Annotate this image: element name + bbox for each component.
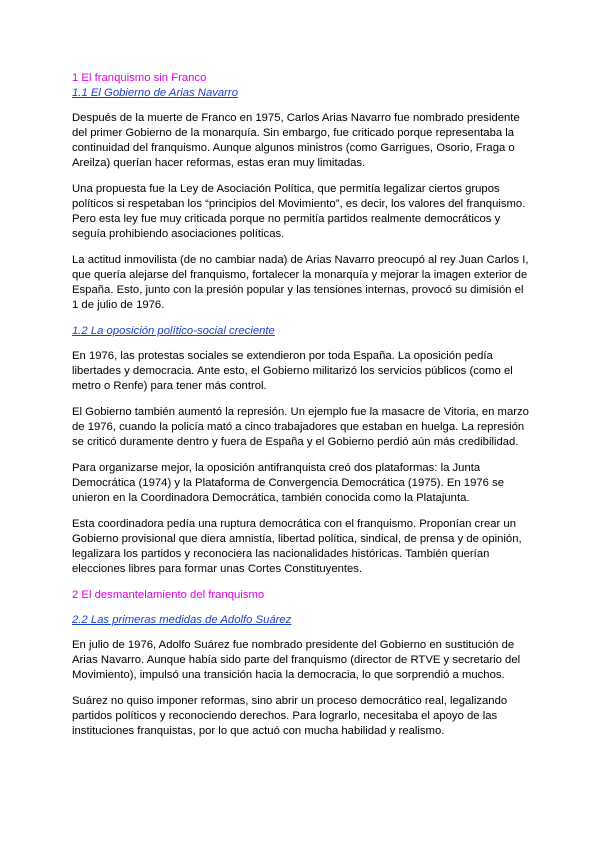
paragraph: La actitud inmovilista (de no cambiar nada) de Arias Navarro preocupó al rey Juan Carlos I, que quería alejarse del franquismo, fortalecer la monarquía y mejorar la imagen exterior de España. Esto, junto con la presión popular y las tensiones internas, provocó su dimisión el 1 de julio de 1976. [72,254,529,311]
paragraph: En julio de 1976, Adolfo Suárez fue nombrado presidente del Gobierno en sustitución de Arias Navarro. Aunque había sido parte del franquismo (director de RTVE y secretario del Movimiento), impulsó una transición hacia la democracia, lo que sorprendió a muchos. [72,639,521,681]
paragraph: Suárez no quiso imponer reformas, sino abrir un proceso democrático real, legalizando partidos políticos y reconociendo derechos. Para lograrlo, necesitaba el apoyo de las instituciones franquistas, por lo que actuó con mucha habilidad y realismo. [72,695,508,737]
paragraph: Después de la muerte de Franco en 1975, Carlos Arias Navarro fue nombrado presidente del primer Gobierno de la monarquía. Sin embargo, fue criticado porque representaba la continuidad del franquismo. Aunque algunos ministros (como Garrigues, Osorio, Fraga o Areilza) querían hacer reformas, estas eran muy limitadas. [72,112,520,169]
paragraph: En 1976, las protestas sociales se extendieron por toda España. La oposición pedía libertades y democracia. Ante esto, el Gobierno militarizó los servicios públicos (como el metro o Renfe) para tener más control. [72,350,513,392]
document-body [72,71,532,750]
section-1-title: 1 El franquismo sin Franco [72,72,207,84]
section-2-2-title[interactable]: 2.2 Las primeras medidas de Adolfo Suárez [72,614,292,626]
section-1-1-title[interactable]: 1.1 El Gobierno de Arias Navarro [72,87,238,99]
section-1-2-title[interactable]: 1.2 La oposición político-social creciente [72,325,275,337]
paragraph: Esta coordinadora pedía una ruptura democrática con el franquismo. Proponían crear un Gobierno provisional que diera amnistía, libertad política, sindical, de prensa y de opinión, legalizara los partidos y reconociera las nacionalidades históricas. También querían elecciones libres para formar unas Cortes Constituyentes. [72,518,522,575]
section-2-title: 2 El desmantelamiento del franquismo [72,589,265,601]
paragraph: Para organizarse mejor, la oposición antifranquista creó dos plataformas: la Junta Democrática (1974) y la Plataforma de Convergencia Democrática (1975). En 1976 se unieron en la Coordinadora Democrática, también conocida como la Platajunta. [72,462,505,504]
paragraph: Una propuesta fue la Ley de Asociación Política, que permitía legalizar ciertos grupos políticos si respetaban los “principios del Movimiento”, es decir, los valores del franquismo. Pero esta ley fue muy criticada porque no permitía partidos realmente democráticos y seguía prohibiendo asociaciones políticas. [72,183,526,240]
paragraph: El Gobierno también aumentó la represión. Un ejemplo fue la masacre de Vitoria, en marzo de 1976, cuando la policía mató a cinco trabajadores que estaban en huelga. La represión se criticó duramente dentro y fuera de España y el Gobierno perdió aún más credibilidad. [72,406,529,448]
